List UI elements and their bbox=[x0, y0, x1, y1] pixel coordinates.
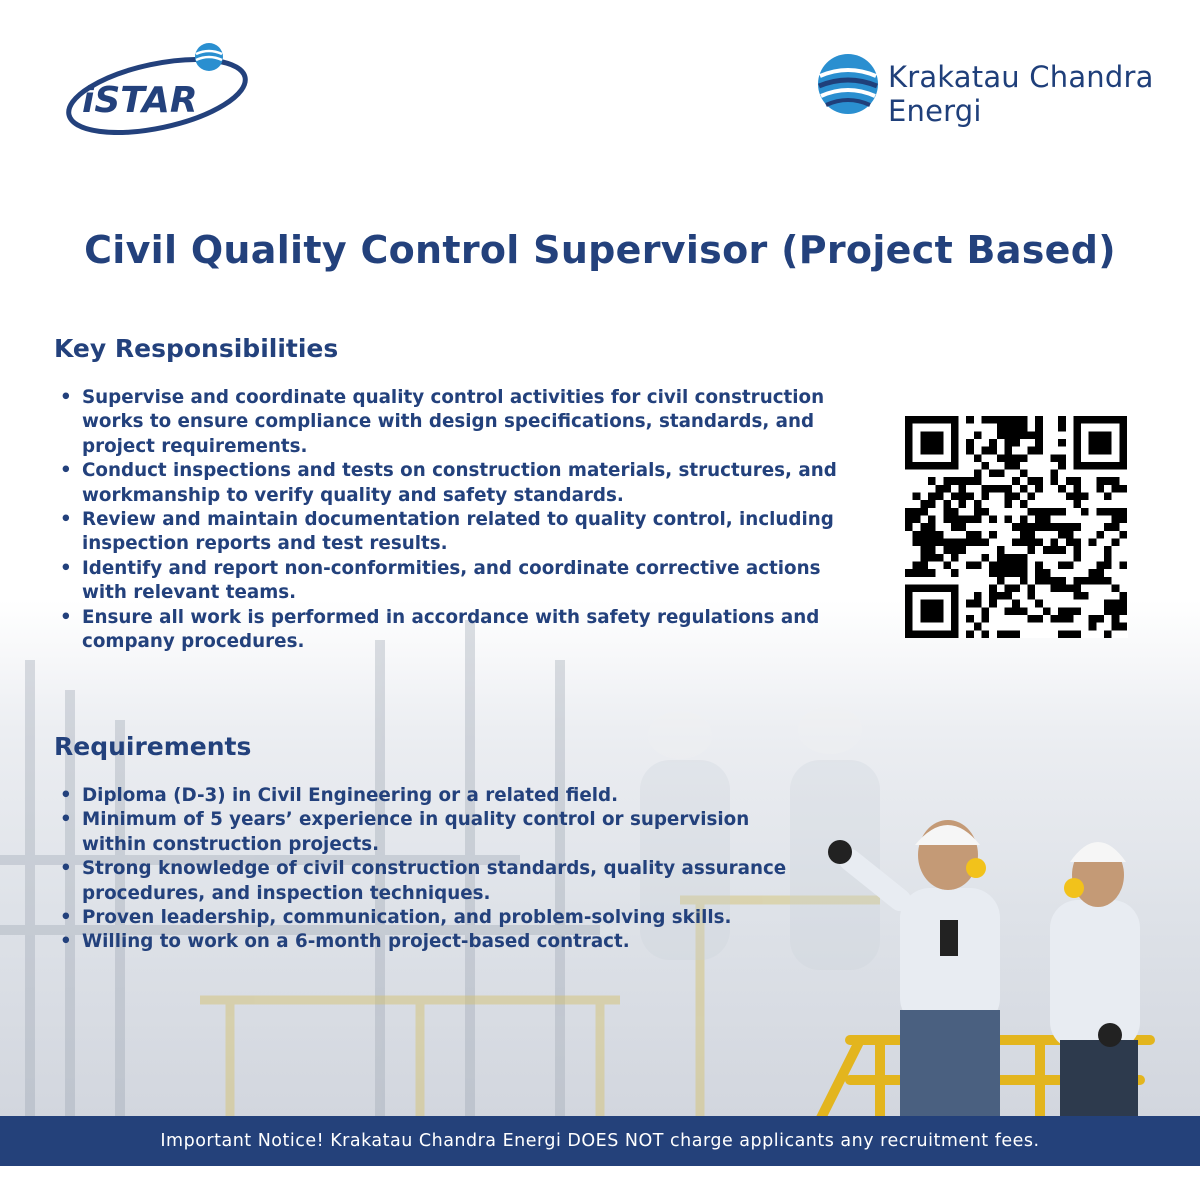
responsibilities-heading: Key Responsibilities bbox=[54, 334, 339, 363]
istar-logo-text: iSTAR bbox=[82, 80, 198, 121]
list-item: • Minimum of 5 years’ experience in quality control or supervision within construction projects. bbox=[60, 808, 790, 857]
kce-logo-text bbox=[888, 60, 1154, 128]
list-item: • Diploma (D-3) in Civil Engineering or a related field. bbox=[60, 784, 790, 808]
list-item: • Review and maintain documentation related to quality control, including inspection reports and test results. bbox=[60, 508, 870, 557]
kce-logo-line2: Energi bbox=[888, 94, 982, 128]
qr-code-icon[interactable] bbox=[904, 416, 1128, 638]
responsibilities-list bbox=[60, 386, 870, 654]
list-item: • Identify and report non-conformities, and coordinate corrective actions with relevant teams. bbox=[60, 557, 870, 606]
requirements-heading: Requirements bbox=[54, 732, 252, 761]
kce-logo-line1: Krakatau Chandra bbox=[888, 60, 1154, 94]
kce-logo-mark bbox=[816, 52, 880, 116]
list-item: • Strong knowledge of civil construction standards, quality assurance procedures, and inspection techniques. bbox=[60, 857, 790, 906]
list-item: • Supervise and coordinate quality control activities for civil construction works to ensure compliance with design specifications, standards, and project requirements. bbox=[60, 386, 870, 459]
list-item: • Willing to work on a 6-month project-based contract. bbox=[60, 930, 790, 954]
list-item: • Conduct inspections and tests on construction materials, structures, and workmanship to verify quality and safety standards. bbox=[60, 459, 870, 508]
job-title: Civil Quality Control Supervisor (Project Based) bbox=[84, 228, 1116, 272]
workers-photo bbox=[780, 800, 1160, 1120]
requirements-list bbox=[60, 784, 790, 955]
footer-notice: Important Notice! Krakatau Chandra Energi DOES NOT charge applicants any recruitment fees. bbox=[0, 1116, 1200, 1166]
istar-logo bbox=[62, 40, 252, 135]
list-item: • Proven leadership, communication, and problem-solving skills. bbox=[60, 906, 790, 930]
worker-right bbox=[1050, 842, 1140, 1120]
kce-logo bbox=[816, 44, 1156, 134]
list-item: • Ensure all work is performed in accordance with safety regulations and company procedures. bbox=[60, 606, 870, 655]
